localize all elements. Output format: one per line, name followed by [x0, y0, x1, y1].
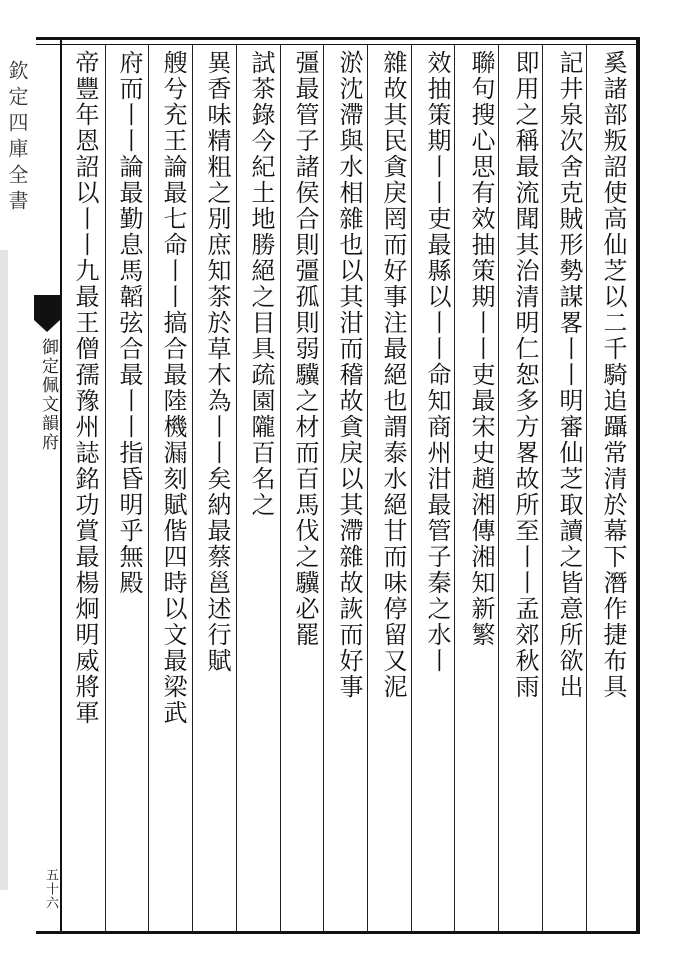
text-column: 奚諸部叛詔使高仙芝以二千騎追躡常清於幕下潛作捷布具: [599, 50, 627, 700]
frame-left-line: [60, 37, 62, 934]
column-rule: [105, 45, 106, 931]
column-rule: [192, 45, 193, 931]
text-column: 府而丨丨論最勤息馬韜弦合最丨丨指昏明乎無殿: [115, 50, 143, 596]
scan-smudge: [0, 250, 8, 890]
text-column: 記井泉次舍克賊形勢謀畧丨丨明審仙芝取讀之皆意所欲出: [555, 50, 583, 700]
margin-page-number: 五十六: [43, 868, 58, 910]
text-column: 淤沈滯與水相雜也以其泔而稽故貪戾以其滯雜故詼而好事: [335, 50, 363, 700]
column-rule: [148, 45, 149, 931]
text-column: 異香味精粗之別庶知茶於草木為丨丨矣納最蔡邕述行賦: [203, 50, 231, 674]
text-column: 效抽策期丨丨吏最縣以丨丨命知商州泔最管子秦之水丨: [423, 50, 451, 674]
frame-inner-top-line: [36, 44, 639, 45]
frame-bottom-line: [36, 931, 639, 934]
fishtail-notch-icon: [34, 320, 60, 332]
text-column: 即用之稱最流聞其治清明仁恕多方畧故所至丨丨孟郊秋雨: [511, 50, 539, 700]
column-rule: [236, 45, 237, 931]
text-column: 彊最管子諸侯合則彊孤則弱驥之材而百馬伐之驥必罷: [291, 50, 319, 648]
margin-header-text: 欽定四庫全書: [5, 60, 29, 216]
text-column: 聯句搜心思有效抽策期丨丨吏最宋史趙湘傳湘知新繁: [467, 50, 495, 648]
margin-book-title: 御定佩文韻府: [38, 338, 58, 452]
column-rule: [280, 45, 281, 931]
text-column: 艘兮充王論最七命丨丨搞合最陸機漏刻賦偕四時以文最梁武: [159, 50, 187, 726]
text-column: 雜故其民貪戾罔而好事注最絕也謂泰水絕甘而味停留又泥: [379, 50, 407, 700]
frame-right-line: [636, 37, 640, 934]
text-column: 帝豐年恩詔以丨丨九最王僧孺豫州誌銘功賞最楊炯明威將軍: [71, 50, 99, 726]
text-column: 試茶錄今紀土地勝絕之目具疏園隴百名之: [247, 50, 275, 518]
frame-top-line: [36, 37, 639, 40]
